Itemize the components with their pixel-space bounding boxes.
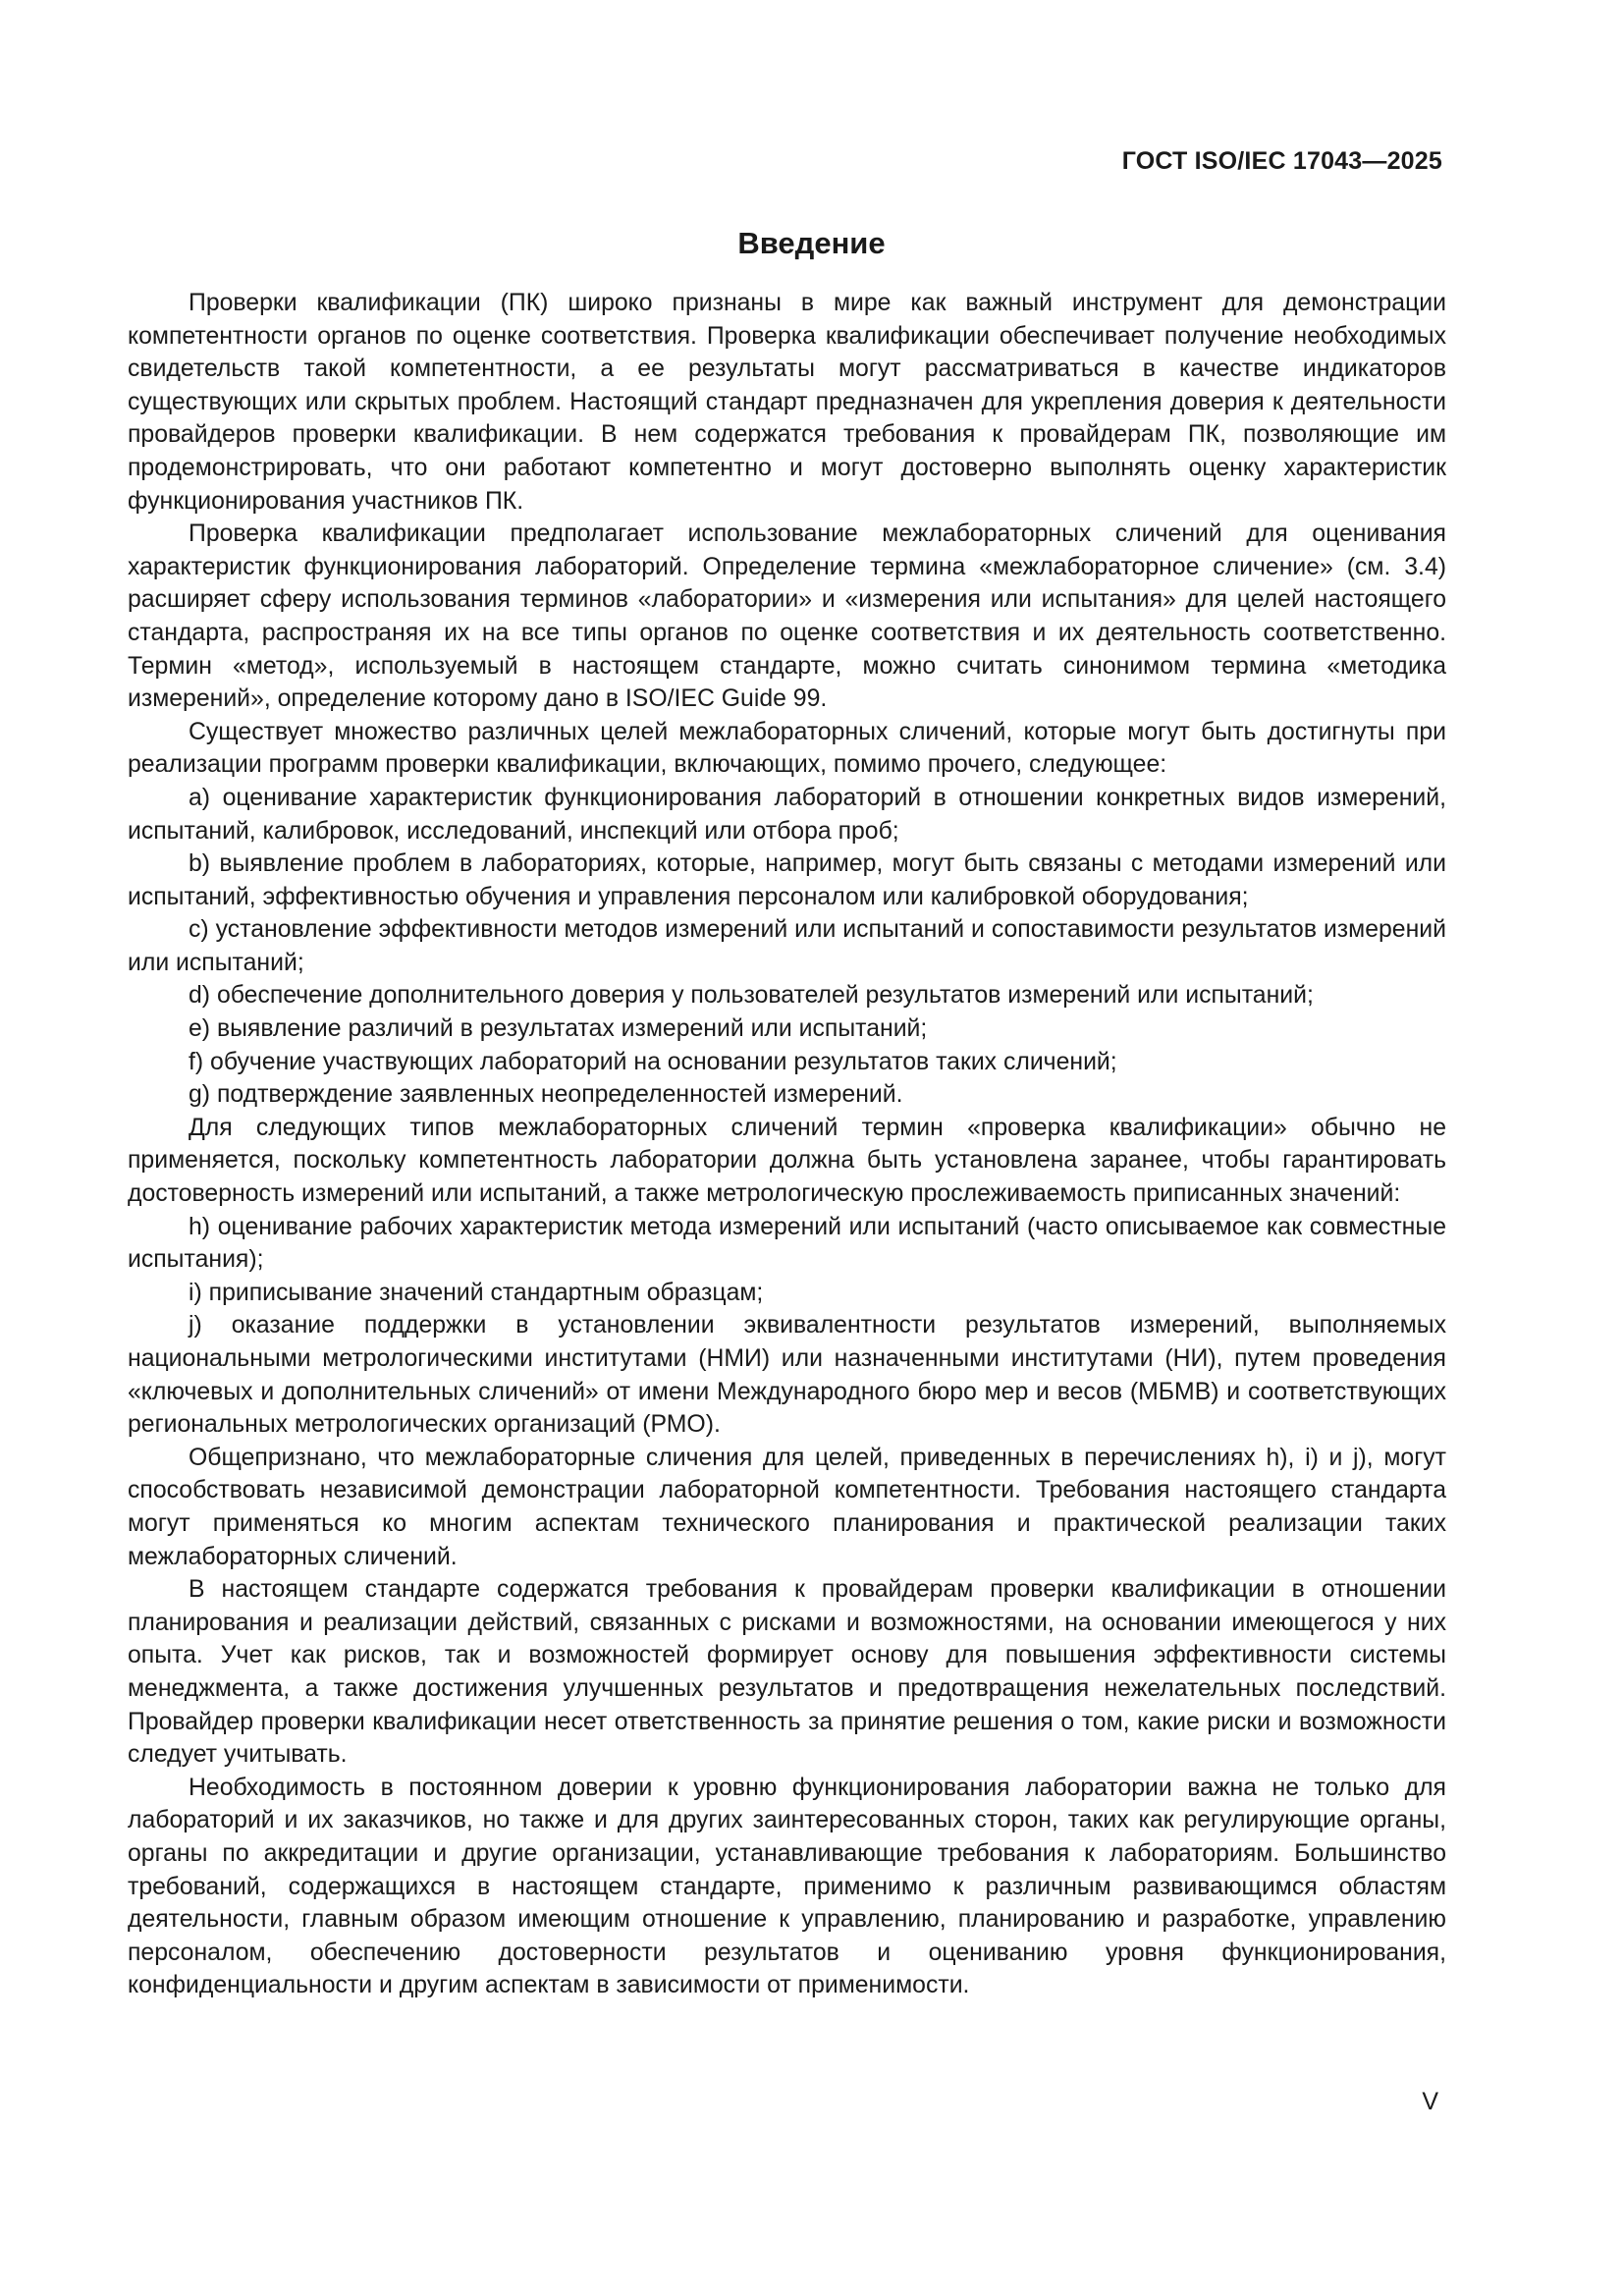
list-item: e) выявление различий в результатах измерений или испытаний; [189, 1015, 928, 1043]
list-item: c) установление эффективности методов измерений или испытаний и сопоставимости результатов измерений или испытаний; [128, 916, 1446, 976]
section-title: Введение [737, 226, 886, 260]
list-item: f) обучение участвующих лабораторий на основании результатов таких сличений; [189, 1048, 1117, 1075]
paragraph: Проверка квалификации предполагает использование межлабораторных сличений для оценивания характеристик функционирования лабораторий. Определение термина «межлабораторное сличение» (см. 3.4) расширяет сферу использования терминов «лаборатории» и «измерения или испытания» для целей настоящего стандарта, распространяя их на все типы органов по оценке соответствия и их деятельность соответственно. Термин «метод», используемый в настоящем стандарте, можно считать синонимом термина «методика измерений», определение которому дано в ISO/IEC Guide 99. [128, 520, 1446, 713]
paragraph: Необходимость в постоянном доверии к уровню функционирования лаборатории важна не только для лабораторий и их заказчиков, но также и для других заинтересованных сторон, таких как регулирующие органы, органы по аккредитации и другие организации, устанавливающие требования к лабораториям. Большинство требований, содержащихся в настоящем стандарте, применимо к различным развивающимся областям деятельности, главным образом имеющим отношение к управлению, планированию и разработке, управлению персоналом, обеспечению достоверности результатов и оцениванию уровня функционирования, конфиденциальности и другим аспектам в зависимости от применимости. [128, 1774, 1446, 1999]
paragraph: Проверки квалификации (ПК) широко признаны в мире как важный инструмент для демонстрации компетентности органов по оценке соответствия. Проверка квалификации обеспечивает получение необходимых свидетельств такой компетентности, а ее результаты могут рассматриваться в качестве индикаторов существующих или скрытых проблем. Настоящий стандарт предназначен для укрепления доверия к деятельности провайдеров проверки квалификации. В нем содержатся требования к провайдерам ПК, позволяющие им продемонстрировать, что они работают компетентно и могут достоверно выполнять оценку характеристик функционирования участников ПК. [128, 290, 1446, 515]
list-item: g) подтверждение заявленных неопределенностей измерений. [189, 1081, 903, 1109]
list-item: d) обеспечение дополнительного доверия у пользователей результатов измерений или испытаний; [189, 982, 1314, 1010]
list-item: h) оценивание рабочих характеристик метода измерений или испытаний (часто описываемое как совместные испытания); [128, 1213, 1446, 1274]
list-item: b) выявление проблем в лабораториях, которые, например, могут быть связаны с методами измерений или испытаний, эффективностью обучения и управления персоналом или калибровкой оборудования; [128, 850, 1446, 910]
page-number: V [1422, 2088, 1438, 2115]
document-body [128, 287, 1446, 2002]
paragraph: В настоящем стандарте содержатся требования к провайдерам проверки квалификации в отношении планирования и реализации действий, связанных с рисками и возможностями, на основании имеющегося у них опыта. Учет как рисков, так и возможностей формирует основу для повышения эффективности системы менеджмента, а также достижения улучшенных результатов и предотвращения нежелательных последствий. Провайдер проверки квалификации несет ответственность за принятие решения о том, какие риски и возможности следует учитывать. [128, 1576, 1446, 1769]
list-item: i) приписывание значений стандартным образцам; [189, 1279, 764, 1306]
list-item: j) оказание поддержки в установлении эквивалентности результатов измерений, выполняемых национальными метрологическими институтами (НМИ) или назначенными институтами (НИ), путем проведения «ключевых и дополнительных сличений» от имени Международного бюро мер и весов (МБМВ) и соответствующих региональных метрологических организаций (РМО). [128, 1312, 1446, 1439]
list-item: a) оценивание характеристик функционирования лабораторий в отношении конкретных видов измерений, испытаний, калибровок, исследований, инспекций или отбора проб; [128, 784, 1446, 845]
document-standard-number: ГОСТ ISO/IEC 17043—2025 [1121, 147, 1442, 175]
paragraph: Для следующих типов межлабораторных сличений термин «проверка квалификации» обычно не применяется, поскольку компетентность лаборатории должна быть установлена заранее, чтобы гарантировать достоверность измерений или испытаний, а также метрологическую прослеживаемость приписанных значений: [128, 1114, 1446, 1208]
paragraph: Существует множество различных целей межлабораторных сличений, которые могут быть достигнуты при реализации программ проверки квалификации, включающих, помимо прочего, следующее: [128, 718, 1446, 779]
paragraph: Общепризнано, что межлабораторные сличения для целей, приведенных в перечислениях h), i) и j), могут способствовать независимой демонстрации лабораторной компетентности. Требования настоящего стандарта могут применяться ко многим аспектам технического планирования и практической реализации таких межлабораторных сличений. [128, 1444, 1446, 1570]
